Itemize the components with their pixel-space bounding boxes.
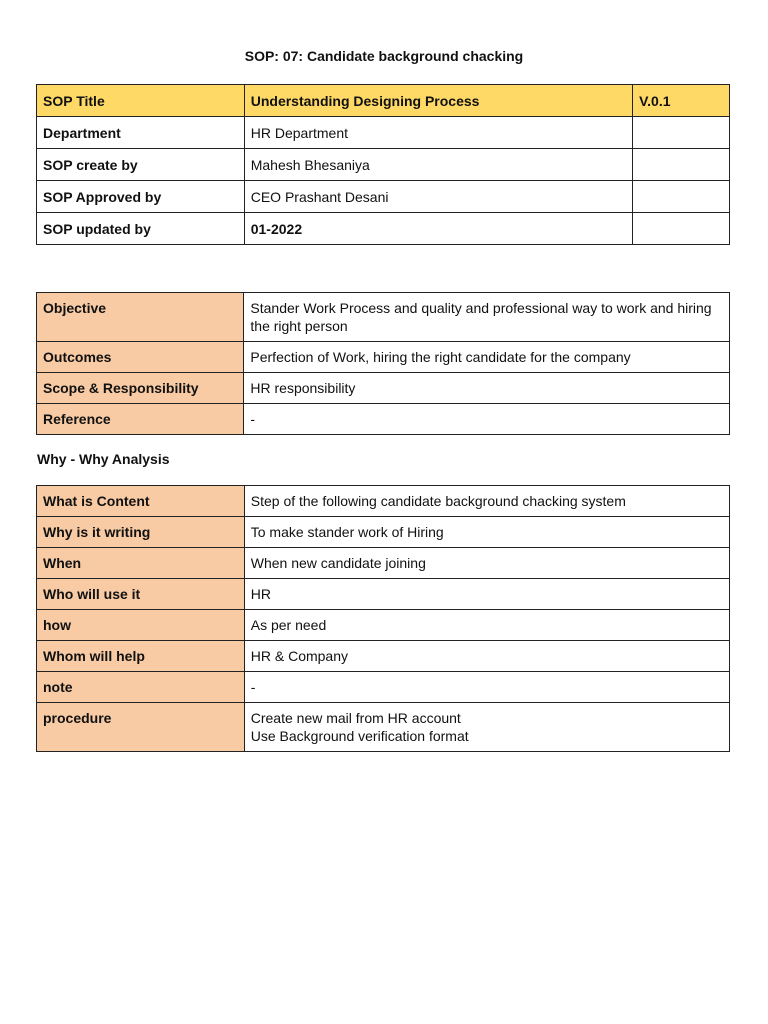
document-title: SOP: 07: Candidate background chacking: [244, 48, 524, 64]
procedure-step: Create new mail from HR account: [250, 710, 461, 726]
scope-value: HR responsibility: [244, 373, 730, 404]
table-row: [37, 149, 730, 181]
updated-by-value: 01-2022: [244, 213, 632, 245]
updated-by-label: SOP updated by: [37, 213, 245, 245]
procedure-step: Use Background verification format: [250, 728, 469, 744]
who-value: HR: [244, 579, 729, 610]
table-row: [37, 610, 730, 641]
sop-title-label: SOP Title: [37, 85, 245, 117]
whom-label: Whom will help: [37, 641, 245, 672]
reference-value: -: [244, 404, 730, 435]
how-label: how: [37, 610, 245, 641]
sop-version: V.0.1: [633, 85, 730, 117]
table-row: [37, 342, 730, 373]
approved-by-label: SOP Approved by: [37, 181, 245, 213]
outcomes-value: Perfection of Work, hiring the right candidate for the company: [244, 342, 730, 373]
empty-cell: [633, 213, 730, 245]
sop-title-value: Understanding Designing Process: [244, 85, 632, 117]
scope-label: Scope & Responsibility: [37, 373, 244, 404]
table-row: [37, 85, 730, 117]
table-row: [37, 373, 730, 404]
empty-cell: [633, 117, 730, 149]
table-row: [37, 117, 730, 149]
why-value: To make stander work of Hiring: [244, 517, 729, 548]
table-row: [37, 181, 730, 213]
table-row: [37, 517, 730, 548]
when-value: When new candidate joining: [244, 548, 729, 579]
table-row: [37, 579, 730, 610]
table-row: [37, 213, 730, 245]
reference-label: Reference: [37, 404, 244, 435]
note-value: -: [244, 672, 729, 703]
outcomes-label: Outcomes: [37, 342, 244, 373]
sop-meta-table: [36, 84, 730, 245]
table-row: [37, 486, 730, 517]
objective-label: Objective: [37, 293, 244, 342]
what-label: What is Content: [37, 486, 245, 517]
objective-table: [36, 292, 730, 435]
empty-cell: [633, 181, 730, 213]
department-label: Department: [37, 117, 245, 149]
created-by-label: SOP create by: [37, 149, 245, 181]
who-label: Who will use it: [37, 579, 245, 610]
why-analysis-table: [36, 485, 730, 752]
table-row: [37, 404, 730, 435]
why-label: Why is it writing: [37, 517, 245, 548]
table-row: [37, 293, 730, 342]
procedure-label: procedure: [37, 703, 245, 752]
procedure-value: [244, 703, 729, 752]
created-by-value: Mahesh Bhesaniya: [244, 149, 632, 181]
table-row: [37, 703, 730, 752]
objective-value: Stander Work Process and quality and professional way to work and hiring the right person: [244, 293, 730, 342]
when-label: When: [37, 548, 245, 579]
note-label: note: [37, 672, 245, 703]
whom-value: HR & Company: [244, 641, 729, 672]
approved-by-value: CEO Prashant Desani: [244, 181, 632, 213]
how-value: As per need: [244, 610, 729, 641]
table-row: [37, 548, 730, 579]
table-row: [37, 641, 730, 672]
table-row: [37, 672, 730, 703]
empty-cell: [633, 149, 730, 181]
department-value: HR Department: [244, 117, 632, 149]
why-analysis-heading: Why - Why Analysis: [37, 451, 170, 467]
what-value: Step of the following candidate background chacking system: [244, 486, 729, 517]
